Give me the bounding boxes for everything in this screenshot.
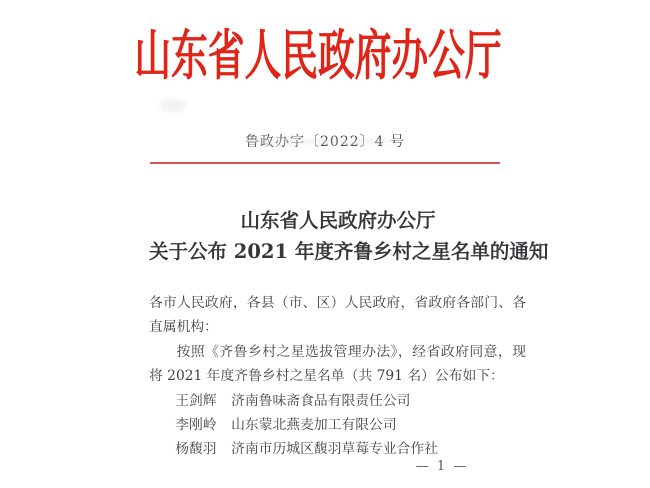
awardee-list — [149, 389, 526, 462]
awardee-name: 杨馥羽 — [175, 441, 217, 458]
awardee-org: 济南鲁味斋食品有限责任公司 — [231, 392, 411, 409]
document-body — [149, 291, 526, 462]
list-item — [149, 413, 526, 437]
awardee-org: 济南市历城区馥羽草莓专业合作社 — [231, 441, 439, 458]
document-title-line-1: 山东省人民政府办公厅 — [240, 209, 436, 232]
document-title — [149, 205, 549, 267]
salutation-paragraph: 各市人民政府，各县（市、区）人民政府，省政府各部门、各直属机构： — [149, 295, 526, 336]
document-title-line-2: 关于公布 2021 年度齐鲁乡村之星名单的通知 — [149, 240, 549, 263]
page-number: — 1 — — [415, 459, 469, 474]
awardee-name: 李刚岭 — [175, 417, 217, 434]
document-number: 鲁政办字〔2022〕4 号 — [245, 134, 405, 150]
list-item — [149, 389, 526, 413]
scan-artifact — [249, 139, 391, 144]
awardee-org: 山东蒙北燕麦加工有限公司 — [231, 417, 397, 434]
intro-paragraph: 按照《齐鲁乡村之星选拔管理办法》，经省政府同意，现将 2021 年度齐鲁乡村之星名单（共 791 名）公布如下： — [149, 343, 526, 385]
masthead-title: 山东省人民政府办公厅 — [134, 23, 502, 87]
masthead — [0, 23, 650, 98]
awardee-name: 王剑辉 — [175, 392, 217, 409]
red-divider-rule — [150, 162, 500, 164]
scan-artifact — [160, 99, 186, 112]
